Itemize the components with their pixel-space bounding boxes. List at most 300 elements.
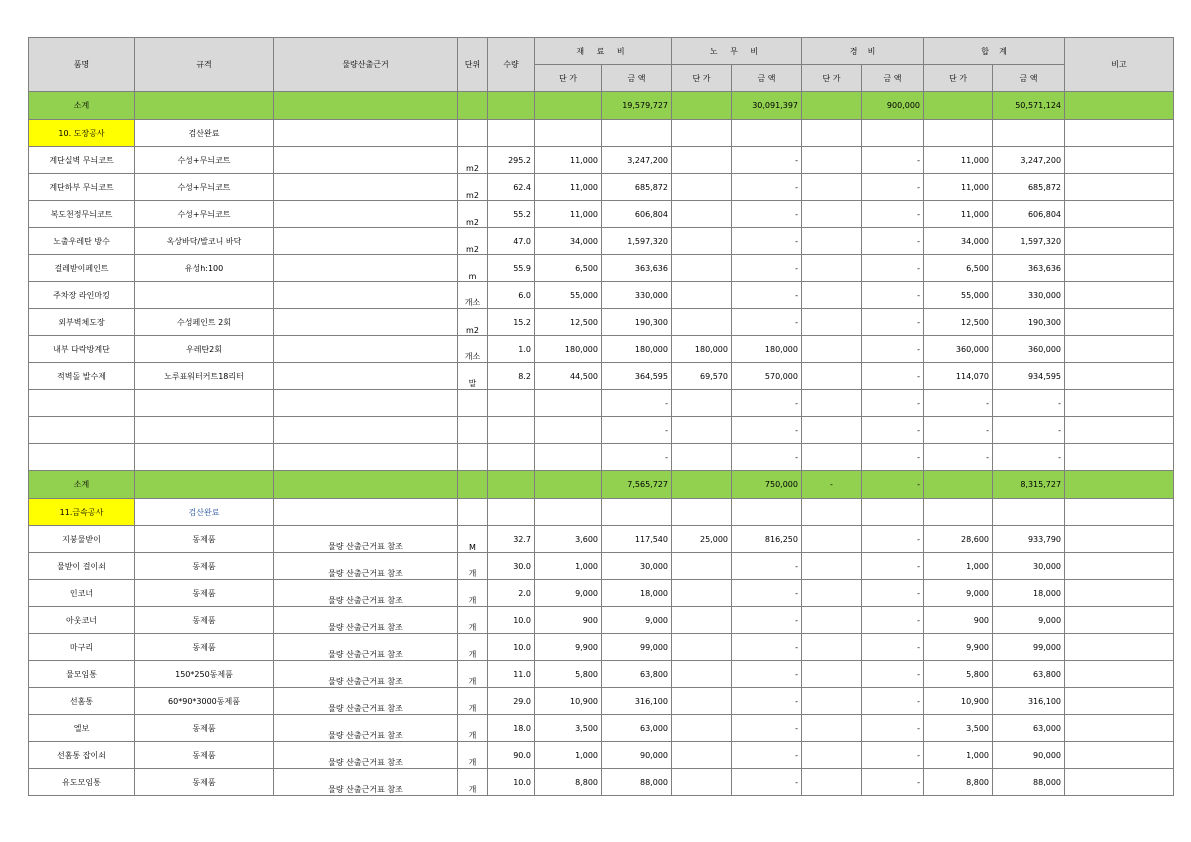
cell-basis: 물량 산출근거표 참조: [274, 688, 458, 715]
table-row: [29, 742, 1174, 769]
cell-expense-amount: -: [862, 553, 924, 580]
table-row: [29, 174, 1174, 201]
cell-material-unit-price: 11,000: [535, 147, 602, 174]
cell-labor-amount: 816,250: [732, 526, 802, 553]
cell-item: 내부 다락방계단: [29, 336, 135, 363]
cell-qty: [488, 444, 535, 471]
cell-expense-unit-price: [802, 553, 862, 580]
cell-note: [1065, 526, 1174, 553]
cell-unit: m: [458, 255, 488, 282]
cell-qty: 15.2: [488, 309, 535, 336]
cell-labor-unit-price: [672, 255, 732, 282]
cell-total-amount: 685,872: [993, 174, 1065, 201]
cell-total-unit-price: 28,600: [924, 526, 993, 553]
cell-labor-unit-price: [672, 201, 732, 228]
cell-total-amount: 3,247,200: [993, 147, 1065, 174]
cell-total-unit-price: 10,900: [924, 688, 993, 715]
cell-labor-amount: -: [732, 417, 802, 444]
cell-qty: 55.2: [488, 201, 535, 228]
cell-material-amount: 364,595: [602, 363, 672, 390]
table-row: [29, 769, 1174, 796]
cell-material-amount: 9,000: [602, 607, 672, 634]
cell-total-amount: 316,100: [993, 688, 1065, 715]
cell-material-unit-price: 1,000: [535, 553, 602, 580]
cell-labor-unit-price: 69,570: [672, 363, 732, 390]
cell-unit: m2: [458, 228, 488, 255]
subtotal-expense-amount: 900,000: [862, 92, 924, 120]
header-total: 합 계: [924, 38, 1065, 65]
cell-qty: 55.9: [488, 255, 535, 282]
cell-material-amount: 606,804: [602, 201, 672, 228]
cell-basis: 물량 산출근거표 참조: [274, 769, 458, 796]
cell-unit: 개: [458, 607, 488, 634]
cell-spec: 수성+무늬코트: [135, 147, 274, 174]
cell-expense-amount: -: [862, 769, 924, 796]
cell-unit: m2: [458, 309, 488, 336]
cell-expense-amount: -: [862, 661, 924, 688]
cell-qty: 18.0: [488, 715, 535, 742]
cell-total-amount: 88,000: [993, 769, 1065, 796]
cell-material-amount: 363,636: [602, 255, 672, 282]
cell-total-unit-price: 11,000: [924, 147, 993, 174]
section-row: [29, 120, 1174, 147]
cell-qty: 11.0: [488, 661, 535, 688]
cell-material-unit-price: 55,000: [535, 282, 602, 309]
cell-expense-unit-price: [802, 147, 862, 174]
cell-basis: 물량 산출근거표 참조: [274, 715, 458, 742]
cell-total-amount: 606,804: [993, 201, 1065, 228]
cell-qty: 2.0: [488, 580, 535, 607]
table-row: [29, 417, 1174, 444]
cell-expense-amount: -: [862, 688, 924, 715]
cell-expense-unit-price: [802, 390, 862, 417]
cell-note: [1065, 553, 1174, 580]
table-row: [29, 580, 1174, 607]
cell-item: 걸레받이페인트: [29, 255, 135, 282]
header-unit: 단위: [458, 38, 488, 92]
cell-spec: 동제품: [135, 607, 274, 634]
header-unit-price: 단 가: [802, 65, 862, 92]
cell-unit: 개: [458, 688, 488, 715]
cell-total-unit-price: 34,000: [924, 228, 993, 255]
cell-qty: 10.0: [488, 607, 535, 634]
cell-material-amount: 685,872: [602, 174, 672, 201]
header-material: 재 료 비: [535, 38, 672, 65]
cell-material-unit-price: 12,500: [535, 309, 602, 336]
cell-spec: 동제품: [135, 742, 274, 769]
cell-expense-unit-price: [802, 769, 862, 796]
cell-total-amount: -: [993, 390, 1065, 417]
cell-qty: [488, 390, 535, 417]
cell-basis: [274, 201, 458, 228]
cell-labor-unit-price: [672, 417, 732, 444]
cell-item: 마구리: [29, 634, 135, 661]
cell-labor-amount: -: [732, 201, 802, 228]
cell-item: 노출우레탄 방수: [29, 228, 135, 255]
cell-basis: 물량 산출근거표 참조: [274, 634, 458, 661]
cell-material-unit-price: [535, 390, 602, 417]
cell-basis: 물량 산출근거표 참조: [274, 742, 458, 769]
cell-total-amount: 360,000: [993, 336, 1065, 363]
cell-labor-unit-price: 180,000: [672, 336, 732, 363]
cell-qty: 8.2: [488, 363, 535, 390]
cell-expense-amount: -: [862, 715, 924, 742]
header-note: 비고: [1065, 38, 1174, 92]
cell-note: [1065, 580, 1174, 607]
cell-total-amount: 190,300: [993, 309, 1065, 336]
cell-expense-amount: -: [862, 417, 924, 444]
cell-basis: [274, 363, 458, 390]
subtotal-label: 소계: [29, 471, 135, 499]
subtotal-expense-amount: -: [862, 471, 924, 499]
cell-labor-unit-price: [672, 147, 732, 174]
cell-note: [1065, 742, 1174, 769]
header-expense: 경 비: [802, 38, 924, 65]
cell-labor-amount: -: [732, 607, 802, 634]
cell-expense-unit-price: [802, 228, 862, 255]
cell-total-amount: 99,000: [993, 634, 1065, 661]
cell-expense-amount: -: [862, 174, 924, 201]
cell-item: 물받이 걸이쇠: [29, 553, 135, 580]
subtotal-labor-amount: 750,000: [732, 471, 802, 499]
cell-note: [1065, 201, 1174, 228]
cell-labor-amount: -: [732, 390, 802, 417]
cell-expense-unit-price: [802, 444, 862, 471]
cell-labor-unit-price: [672, 769, 732, 796]
cell-qty: 62.4: [488, 174, 535, 201]
cell-note: [1065, 363, 1174, 390]
cell-unit: [458, 390, 488, 417]
subtotal-labor-amount: 30,091,397: [732, 92, 802, 120]
cell-total-amount: 934,595: [993, 363, 1065, 390]
cell-labor-amount: -: [732, 661, 802, 688]
cell-basis: 물량 산출근거표 참조: [274, 580, 458, 607]
cell-unit: 개: [458, 634, 488, 661]
cell-note: [1065, 607, 1174, 634]
cell-qty: 30.0: [488, 553, 535, 580]
cell-material-amount: 30,000: [602, 553, 672, 580]
table-row: [29, 309, 1174, 336]
table-row: [29, 526, 1174, 553]
cell-material-unit-price: 3,600: [535, 526, 602, 553]
cell-labor-unit-price: [672, 580, 732, 607]
cell-material-unit-price: 34,000: [535, 228, 602, 255]
cell-unit: 말: [458, 363, 488, 390]
cell-unit: [458, 444, 488, 471]
table-row: [29, 147, 1174, 174]
cell-spec: [135, 417, 274, 444]
table-row: [29, 553, 1174, 580]
cell-material-unit-price: [535, 417, 602, 444]
cell-material-amount: 3,247,200: [602, 147, 672, 174]
cell-labor-unit-price: [672, 553, 732, 580]
table-body: [29, 92, 1174, 147]
cell-material-unit-price: 11,000: [535, 201, 602, 228]
cell-expense-unit-price: [802, 688, 862, 715]
cell-labor-amount: -: [732, 742, 802, 769]
cell-unit: 개: [458, 769, 488, 796]
subtotal-total-amount: 8,315,727: [993, 471, 1065, 499]
cell-qty: 6.0: [488, 282, 535, 309]
section-row: [29, 499, 1174, 526]
cell-total-unit-price: -: [924, 390, 993, 417]
section-spec: 검산완료: [135, 120, 274, 147]
cell-expense-unit-price: [802, 742, 862, 769]
subtotal-total-amount: 50,571,124: [993, 92, 1065, 120]
cell-material-unit-price: 9,900: [535, 634, 602, 661]
cell-labor-amount: 180,000: [732, 336, 802, 363]
cell-material-amount: 316,100: [602, 688, 672, 715]
cell-spec: 수성페인트 2회: [135, 309, 274, 336]
cell-item: 인코너: [29, 580, 135, 607]
cell-item: [29, 444, 135, 471]
cell-total-unit-price: 11,000: [924, 174, 993, 201]
cell-total-unit-price: 5,800: [924, 661, 993, 688]
cell-qty: 10.0: [488, 634, 535, 661]
cell-total-unit-price: 900: [924, 607, 993, 634]
cell-note: [1065, 715, 1174, 742]
cell-expense-amount: -: [862, 742, 924, 769]
cell-material-unit-price: 5,800: [535, 661, 602, 688]
cell-expense-unit-price: [802, 282, 862, 309]
cell-qty: [488, 417, 535, 444]
cell-labor-amount: -: [732, 769, 802, 796]
header-amount: 금 액: [602, 65, 672, 92]
cell-spec: 동제품: [135, 580, 274, 607]
cell-note: [1065, 228, 1174, 255]
cell-labor-amount: -: [732, 255, 802, 282]
metal-rows: [29, 526, 1174, 796]
cell-labor-amount: -: [732, 715, 802, 742]
cell-note: [1065, 255, 1174, 282]
cell-note: [1065, 336, 1174, 363]
cell-basis: [274, 174, 458, 201]
cell-note: [1065, 417, 1174, 444]
cell-unit: m2: [458, 174, 488, 201]
cell-expense-amount: -: [862, 390, 924, 417]
cell-expense-unit-price: [802, 309, 862, 336]
cell-unit: 개: [458, 580, 488, 607]
header-amount: 금 액: [732, 65, 802, 92]
cell-material-unit-price: 11,000: [535, 174, 602, 201]
cell-qty: 29.0: [488, 688, 535, 715]
cell-unit: 개: [458, 661, 488, 688]
cell-spec: [135, 444, 274, 471]
cell-material-unit-price: 10,900: [535, 688, 602, 715]
header-unit-price: 단 가: [535, 65, 602, 92]
cell-item: [29, 390, 135, 417]
section-title: 10. 도장공사: [29, 120, 135, 147]
cell-basis: [274, 336, 458, 363]
cell-material-unit-price: 8,800: [535, 769, 602, 796]
cell-expense-unit-price: [802, 174, 862, 201]
cell-total-unit-price: -: [924, 444, 993, 471]
cell-labor-unit-price: [672, 688, 732, 715]
table-header: [29, 38, 1174, 92]
cell-spec: 옥상바닥/발코니 바닥: [135, 228, 274, 255]
cell-item: 주차장 라인마킹: [29, 282, 135, 309]
header-labor: 노 무 비: [672, 38, 802, 65]
cell-spec: [135, 390, 274, 417]
cell-basis: [274, 309, 458, 336]
cell-material-amount: 18,000: [602, 580, 672, 607]
cell-item: 물모임통: [29, 661, 135, 688]
table-row: [29, 363, 1174, 390]
cell-total-amount: 90,000: [993, 742, 1065, 769]
cell-note: [1065, 282, 1174, 309]
cell-total-unit-price: 55,000: [924, 282, 993, 309]
subtotal-expense-unit-price: -: [802, 471, 862, 499]
cell-qty: 10.0: [488, 769, 535, 796]
subtotal-row: [29, 471, 1174, 499]
subtotal-material-amount: 7,565,727: [602, 471, 672, 499]
cell-total-unit-price: 3,500: [924, 715, 993, 742]
cell-expense-unit-price: [802, 580, 862, 607]
cell-unit: [458, 417, 488, 444]
cell-note: [1065, 147, 1174, 174]
table-row: [29, 634, 1174, 661]
cell-labor-unit-price: [672, 390, 732, 417]
cell-total-unit-price: 8,800: [924, 769, 993, 796]
cell-item: 선홈통: [29, 688, 135, 715]
cell-note: [1065, 444, 1174, 471]
cost-estimate-table: [28, 37, 1174, 796]
cell-material-unit-price: [535, 444, 602, 471]
cell-unit: 개소: [458, 336, 488, 363]
cell-expense-amount: -: [862, 147, 924, 174]
cell-material-unit-price: 44,500: [535, 363, 602, 390]
cell-spec: 유성h:100: [135, 255, 274, 282]
cell-expense-amount: -: [862, 580, 924, 607]
table-row: [29, 390, 1174, 417]
table-row: [29, 255, 1174, 282]
cell-total-amount: 63,800: [993, 661, 1065, 688]
cell-material-amount: 117,540: [602, 526, 672, 553]
cell-note: [1065, 634, 1174, 661]
header-item: 품명: [29, 38, 135, 92]
subtotal-label: 소계: [29, 92, 135, 120]
cell-basis: 물량 산출근거표 참조: [274, 607, 458, 634]
cell-material-amount: 99,000: [602, 634, 672, 661]
cell-labor-unit-price: [672, 661, 732, 688]
cell-spec: 동제품: [135, 553, 274, 580]
cell-material-unit-price: 180,000: [535, 336, 602, 363]
cell-material-amount: 88,000: [602, 769, 672, 796]
cell-expense-unit-price: [802, 363, 862, 390]
cell-total-amount: 9,000: [993, 607, 1065, 634]
cell-labor-amount: -: [732, 282, 802, 309]
cell-labor-amount: -: [732, 580, 802, 607]
cell-labor-amount: -: [732, 553, 802, 580]
table-row: [29, 661, 1174, 688]
cell-unit: 개소: [458, 282, 488, 309]
cell-total-unit-price: 6,500: [924, 255, 993, 282]
cell-item: 유도모임통: [29, 769, 135, 796]
cell-labor-amount: -: [732, 174, 802, 201]
cell-note: [1065, 174, 1174, 201]
cell-total-amount: -: [993, 417, 1065, 444]
cell-expense-amount: -: [862, 444, 924, 471]
cell-material-amount: 1,597,320: [602, 228, 672, 255]
cell-basis: 물량 산출근거표 참조: [274, 661, 458, 688]
subtotal-row: [29, 92, 1174, 120]
cell-expense-amount: -: [862, 634, 924, 661]
cell-expense-unit-price: [802, 715, 862, 742]
cell-expense-unit-price: [802, 526, 862, 553]
cell-basis: [274, 444, 458, 471]
cell-total-unit-price: 9,900: [924, 634, 993, 661]
table-row: [29, 336, 1174, 363]
header-qty: 수량: [488, 38, 535, 92]
cell-spec: 노루표워터커트18리터: [135, 363, 274, 390]
cell-labor-unit-price: 25,000: [672, 526, 732, 553]
cell-qty: 32.7: [488, 526, 535, 553]
header-spec: 규격: [135, 38, 274, 92]
cell-expense-amount: -: [862, 526, 924, 553]
cell-basis: [274, 390, 458, 417]
cell-material-amount: -: [602, 390, 672, 417]
cell-item: 계단하부 무늬코트: [29, 174, 135, 201]
header-unit-price: 단 가: [672, 65, 732, 92]
cell-total-unit-price: 1,000: [924, 553, 993, 580]
table-row: [29, 607, 1174, 634]
cell-qty: 295.2: [488, 147, 535, 174]
cell-item: 아웃코너: [29, 607, 135, 634]
cell-labor-amount: -: [732, 228, 802, 255]
cell-material-amount: 63,800: [602, 661, 672, 688]
cell-item: 선홈통 잡이쇠: [29, 742, 135, 769]
cell-item: 적벽돌 발수제: [29, 363, 135, 390]
cell-labor-unit-price: [672, 634, 732, 661]
cell-material-unit-price: 9,000: [535, 580, 602, 607]
cell-unit: M: [458, 526, 488, 553]
cell-expense-unit-price: [802, 255, 862, 282]
cell-qty: 1.0: [488, 336, 535, 363]
table-row: [29, 282, 1174, 309]
cell-unit: 개: [458, 715, 488, 742]
cell-spec: 60*90*3000동제품: [135, 688, 274, 715]
cell-material-unit-price: 3,500: [535, 715, 602, 742]
cell-expense-amount: -: [862, 363, 924, 390]
cell-expense-amount: -: [862, 228, 924, 255]
cell-total-unit-price: 360,000: [924, 336, 993, 363]
cell-basis: [274, 282, 458, 309]
cell-total-unit-price: 9,000: [924, 580, 993, 607]
cell-labor-unit-price: [672, 715, 732, 742]
cell-note: [1065, 390, 1174, 417]
cell-expense-unit-price: [802, 634, 862, 661]
cell-total-amount: 30,000: [993, 553, 1065, 580]
cell-expense-amount: -: [862, 255, 924, 282]
cell-labor-unit-price: [672, 174, 732, 201]
cell-total-unit-price: 11,000: [924, 201, 993, 228]
table-row: [29, 201, 1174, 228]
cell-qty: 90.0: [488, 742, 535, 769]
cell-expense-unit-price: [802, 661, 862, 688]
cell-unit: 개: [458, 553, 488, 580]
cell-qty: 47.0: [488, 228, 535, 255]
header-unit-price: 단 가: [924, 65, 993, 92]
cell-basis: [274, 228, 458, 255]
cell-item: 계단실벽 무늬코트: [29, 147, 135, 174]
cell-expense-unit-price: [802, 417, 862, 444]
cell-labor-unit-price: [672, 742, 732, 769]
cell-spec: 수성+무늬코트: [135, 174, 274, 201]
cell-total-amount: 63,000: [993, 715, 1065, 742]
cell-item: 지붕물받이: [29, 526, 135, 553]
cell-material-amount: 190,300: [602, 309, 672, 336]
cell-total-amount: -: [993, 444, 1065, 471]
